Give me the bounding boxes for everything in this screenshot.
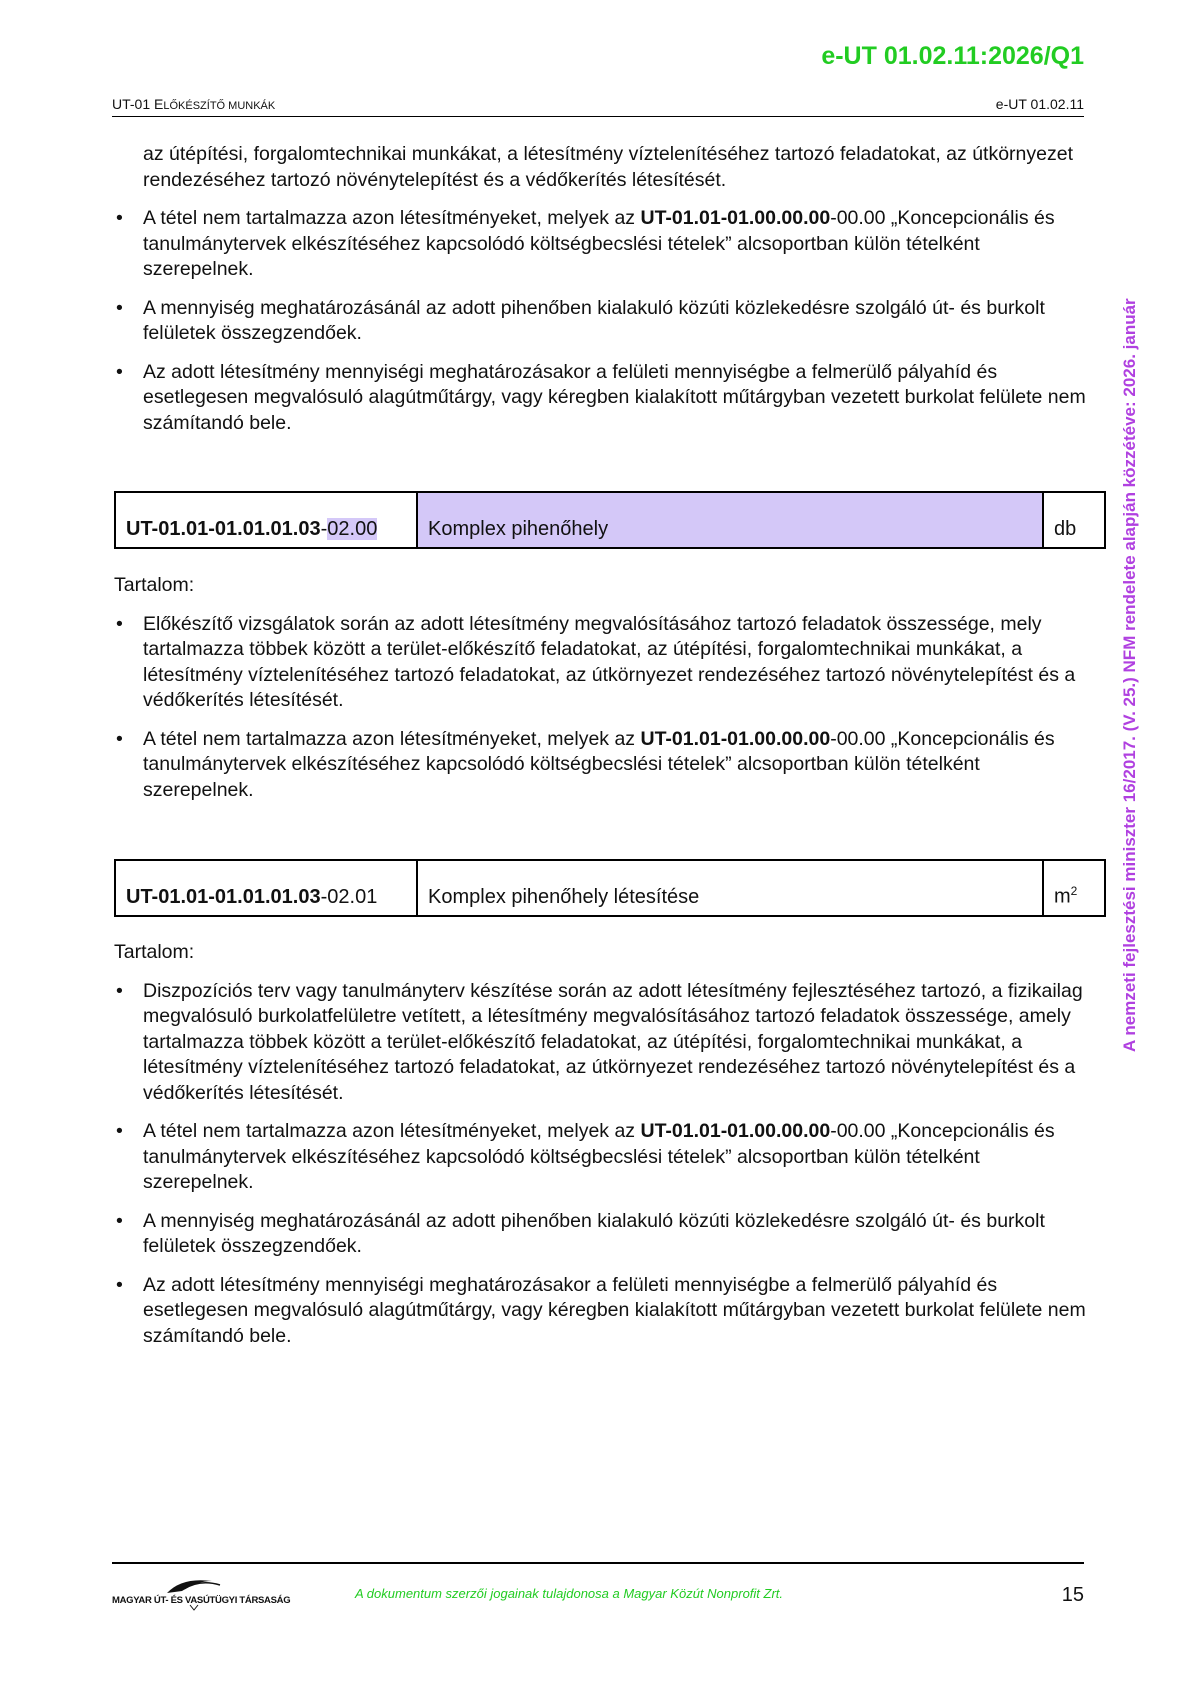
bullet-icon: •	[116, 207, 123, 229]
bullet-item: • A tétel nem tartalmazza azon létesítményeket, melyek az UT-01.01-01.00.00.00-00.00 „Koncepcionális és tanulmánytervek elkészítéséhez kapcsolódó költségbecslési tételek” alcsoportban külön tételként szerepelnek.	[116, 207, 1055, 280]
bullet-icon: •	[116, 1209, 123, 1232]
item-name: Komplex pihenőhely létesítése	[417, 860, 1043, 916]
copyright-notice: A dokumentum szerzői jogainak tulajdonosa a Magyar Közút Nonprofit Zrt.	[355, 1586, 784, 1601]
item-code: UT-01.01-01.01.01.03-02.00	[115, 492, 417, 548]
footer-divider	[112, 1562, 1084, 1564]
bullet-item: • Diszpozíciós terv vagy tanulmányterv készítése során az adott létesítmény fejlesztéséhez tartozó, a fizikailag megvalósuló burkolatfelületre vetített, a létesítmény megvalósításához tartozó feladatok összessége, amely tartalmazza többek között a terület-előkészítő feladatokat, az útépítési, forgalomtechnikai munkákat, a létesítmény víztelenítéséhez tartozó feladatokat, az útkörnyezet rendezéséhez tartozó növénytelepítést és a védőkerítés létesítését.	[116, 979, 1083, 1104]
item-1-content	[114, 573, 1094, 816]
bullet-icon: •	[116, 979, 123, 1002]
item-name: Komplex pihenőhely	[417, 492, 1043, 548]
running-header	[112, 96, 1084, 117]
document-id: e-UT 01.02.11:2026/Q1	[821, 42, 1084, 70]
bullet-item: • Az adott létesítmény mennyiségi meghatározásakor a felületi mennyiségbe a felmerülő pályahíd és esetlegesen megvalósuló alagútműtárgy, vagy kéregben kialakított műtárgyban vezetett burkolat felülete nem számítandó bele.	[116, 1273, 1086, 1347]
header-doc-ref: e-UT 01.02.11	[995, 96, 1084, 112]
continuation-text: az útépítési, forgalomtechnikai munkákat, a létesítmény víztelenítéséhez tartozó feladatokat, az útkörnyezet rendezéséhez tartozó növénytelepítést és a védőkerítés létesítését.	[143, 143, 1074, 191]
road-rail-logo-icon	[112, 1575, 291, 1615]
bullet-item: • A mennyiség meghatározásánál az adott pihenőben kialakuló közúti közlekedésre szolgáló út- és burkolt felületek összegzendőek.	[116, 296, 1045, 344]
bullet-icon: •	[116, 1273, 123, 1296]
content-label: Tartalom:	[114, 941, 195, 963]
highlighted-code-suffix: 02.00	[327, 518, 378, 540]
section-title: UT-01 ELŐKÉSZÍTŐ MUNKÁK	[112, 96, 276, 112]
bullet-item: • A mennyiség meghatározásánál az adott pihenőben kialakuló közúti közlekedésre szolgáló út- és burkolt felületek összegzendőek.	[116, 1209, 1045, 1257]
publication-notice: A nemzeti fejlesztési miniszter 16/2017. (V. 25.) NFM rendelete alapján közzétéve: 2026. január	[1120, 298, 1139, 1052]
item-code: UT-01.01-01.01.01.03-02.01	[115, 860, 417, 916]
bullet-icon: •	[116, 612, 123, 635]
item-2-content	[114, 940, 1094, 1362]
intro-section	[114, 142, 1094, 449]
bullet-icon: •	[116, 727, 123, 750]
bullet-item: • A tétel nem tartalmazza azon létesítményeket, melyek az UT-01.01-01.00.00.00-00.00 „Koncepcionális és tanulmánytervek elkészítéséhez kapcsolódó költségbecslési tételek” alcsoportban külön tételként szerepelnek.	[116, 727, 1055, 801]
content-label: Tartalom:	[114, 574, 195, 596]
logo-text: MAGYAR ÚT- ÉS VASÚTÜGYI TÁRSASÁG	[112, 1595, 291, 1606]
bullet-item: • Az adott létesítmény mennyiségi meghatározásakor a felületi mennyiségbe a felmerülő pályahíd és esetlegesen megvalósuló alagútműtárgy, vagy kéregben kialakított műtárgyban vezetett burkolat felülete nem számítandó bele.	[116, 360, 1086, 434]
item-unit: db	[1043, 492, 1105, 548]
bullet-item: • A tétel nem tartalmazza azon létesítményeket, melyek az UT-01.01-01.00.00.00-00.00 „Koncepcionális és tanulmánytervek elkészítéséhez kapcsolódó költségbecslési tételek” alcsoportban külön tételként szerepelnek.	[116, 1120, 1055, 1193]
item-unit: $m^2$	[1043, 860, 1105, 916]
bullet-icon: •	[116, 360, 123, 383]
bullet-item: • Előkészítő vizsgálatok során az adott létesítmény megvalósításához tartozó feladatok összessége, mely tartalmazza többek között a terület-előkészítő feladatokat, az útépítési, forgalomtechnikai munkákat, a létesítmény víztelenítéséhez tartozó feladatokat, az útkörnyezet rendezéséhez tartozó növénytelepítést és a védőkerítés létesítését.	[116, 612, 1076, 711]
bullet-icon: •	[116, 296, 123, 319]
item-header-table	[114, 491, 1106, 549]
bullet-icon: •	[116, 1120, 123, 1142]
item-header-table	[114, 859, 1106, 917]
page-number: 15	[1061, 1584, 1084, 1606]
